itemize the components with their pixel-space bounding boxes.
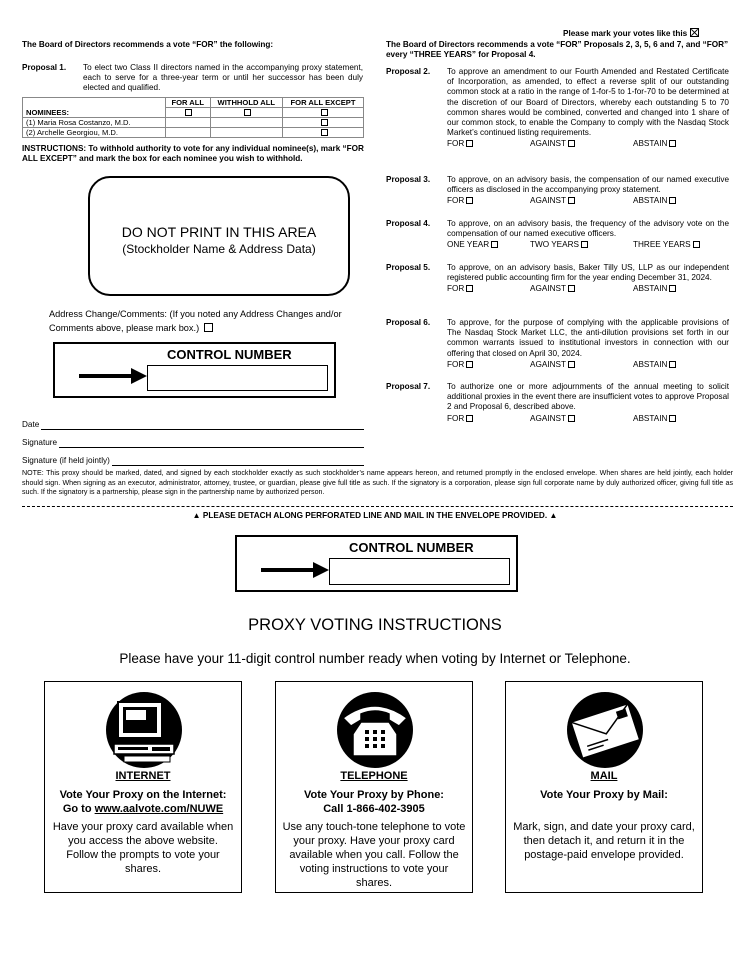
vote-checkbox[interactable]	[466, 140, 473, 147]
withhold-all-checkbox[interactable]	[244, 109, 251, 116]
proposal-text: To approve, on an advisory basis, Baker Tilly US, LLP as our independent registered public accounting firm for the year ending December 31, 2024.	[447, 263, 729, 283]
vote-checkbox[interactable]	[466, 197, 473, 204]
detach-instruction: ▲ PLEASE DETACH ALONG PERFORATED LINE AND MAIL IN THE ENVELOPE PROVIDED. ▲	[192, 511, 558, 520]
vote-checkbox[interactable]	[581, 241, 588, 248]
nominee-1: (1) Maria Rosa Costanzo, M.D.	[23, 118, 166, 128]
mail-heading: MAIL	[590, 770, 618, 782]
proposal-text: To authorize one or more adjournments of the annual meeting to solicit additional proxies in the event there are insufficient votes to approve Proposal 2 and Proposal 6, described above.	[447, 382, 729, 412]
signing-note: NOTE: This proxy should be marked, dated, and signed by each stockholder exactly as such stockholder’s name appears hereon, and returned promptly in the enclosed envelope. When shares are held jointly, each holder should sign. When signing as an executor, administrator, attorney, trustee, or guardian, please give full title as such. If the signatory is a corporation, please sign full corporate name by duly authorized officer, giving full title as such. If the signatory is a partnership, please sign in the partnership name by authorized person.	[22, 469, 733, 497]
control-number-box-bottom	[235, 535, 518, 592]
telephone-card	[275, 681, 473, 893]
vote-option[interactable]	[530, 139, 575, 149]
vote-option[interactable]	[447, 240, 498, 250]
proposal-label: Proposal 5.	[386, 263, 431, 272]
vote-option-label: ONE YEAR	[447, 240, 490, 249]
mail-subheading	[506, 788, 702, 802]
mail-sub1: Vote Your Proxy by Mail:	[540, 789, 668, 801]
arrow-right-icon	[261, 562, 331, 578]
vote-option-label: ABSTAIN	[633, 196, 668, 205]
control-number-label: CONTROL NUMBER	[167, 347, 292, 362]
vote-checkbox[interactable]	[568, 197, 575, 204]
internet-sub1: Vote Your Proxy on the Internet:	[59, 789, 227, 801]
vote-checkbox[interactable]	[568, 140, 575, 147]
col-for-all: FOR ALL	[166, 98, 211, 108]
arrow-right-icon	[79, 368, 149, 384]
for-all-checkbox[interactable]	[185, 109, 192, 116]
vote-option-label: FOR	[447, 284, 465, 293]
vote-option-label: AGAINST	[530, 196, 566, 205]
table-row	[23, 128, 364, 138]
vote-checkbox[interactable]	[491, 241, 498, 248]
vote-mark-note-text: Please mark your votes like this	[563, 29, 688, 38]
vote-checkbox[interactable]	[693, 241, 700, 248]
proposal-text: To approve, for the purpose of complying with the applicable provisions of The Nasdaq Stock Market LLC, the anti-dilution provisions set forth in our common warrants issued to institutional investors in connection with our offering that closed on April 30, 2024.	[447, 318, 729, 358]
vote-mark-note	[563, 28, 699, 39]
vote-option-label: TWO YEARS	[530, 240, 579, 249]
instructions-subtitle: Please have your 11-digit control number ready when voting by Internet or Telephone.	[119, 651, 631, 666]
vote-checkbox[interactable]	[568, 285, 575, 292]
table-row	[23, 118, 364, 128]
col-withhold-all: WITHHOLD ALL	[210, 98, 283, 108]
nominee-2: (2) Archelle Georgiou, M.D.	[23, 128, 166, 138]
nominee-header-row	[23, 98, 364, 108]
vote-option[interactable]	[447, 196, 473, 206]
vote-checkbox[interactable]	[568, 415, 575, 422]
perforated-line	[22, 506, 733, 507]
vote-checkbox[interactable]	[669, 285, 676, 292]
internet-go-to: Go to	[62, 803, 95, 815]
signature-label: Signature	[22, 438, 58, 447]
proposal-label: Proposal 3.	[386, 175, 431, 184]
address-area	[88, 176, 350, 296]
proposal-label: Proposal 6.	[386, 318, 431, 327]
vote-option[interactable]	[447, 284, 473, 294]
vote-option[interactable]	[633, 360, 676, 370]
telephone-icon	[335, 690, 415, 770]
address-change-checkbox[interactable]	[204, 323, 213, 332]
internet-subheading	[45, 788, 241, 816]
date-line	[22, 420, 364, 430]
vote-option[interactable]	[633, 139, 676, 149]
vote-option[interactable]	[530, 284, 575, 294]
vote-checkbox[interactable]	[669, 197, 676, 204]
telephone-heading: TELEPHONE	[340, 770, 408, 782]
signature-joint-field[interactable]	[112, 456, 364, 466]
vote-checkbox[interactable]	[466, 361, 473, 368]
vote-checkbox[interactable]	[669, 140, 676, 147]
internet-card	[44, 681, 242, 893]
do-not-print-text: DO NOT PRINT IN THIS AREA	[121, 224, 317, 240]
vote-option[interactable]	[633, 414, 676, 424]
vote-option[interactable]	[447, 360, 473, 370]
nominees-header: NOMINEES:	[23, 108, 166, 118]
vote-checkbox[interactable]	[669, 415, 676, 422]
vote-checkbox[interactable]	[466, 285, 473, 292]
vote-option-label: ABSTAIN	[633, 284, 668, 293]
telephone-sub1: Vote Your Proxy by Phone:	[304, 789, 444, 801]
proposal-text: To approve an amendment to our Fourth Amended and Restated Certificate of Incorporation, as amended, to effect a reverse split of our outstanding common stock at a ratio in the range of 1-for-5 to 1-for-70 to be determined at the discretion of our Board of Directors, whereby each outstanding 5 to 70 common shares would be combined, converted and changed into 1 share of our common stock, to enable the Company to comply with the Nasdaq Stock Market’s continued listing requirements.	[447, 67, 729, 138]
control-number-field-bottom[interactable]	[329, 558, 510, 585]
vote-option-label: AGAINST	[530, 139, 566, 148]
vote-option-label: FOR	[447, 139, 465, 148]
telephone-number: Call 1-866-402-3905	[323, 803, 425, 815]
vote-option-label: AGAINST	[530, 414, 566, 423]
for-all-except-checkbox[interactable]	[321, 109, 328, 116]
vote-option[interactable]	[530, 414, 575, 424]
address-change	[49, 307, 349, 335]
proposal-label: Proposal 4.	[386, 219, 431, 228]
vote-option-label: ABSTAIN	[633, 360, 668, 369]
vote-checkbox[interactable]	[466, 415, 473, 422]
vote-option[interactable]	[633, 240, 700, 250]
vote-option[interactable]	[633, 284, 676, 294]
checked-box-icon	[690, 28, 699, 37]
date-field[interactable]	[41, 420, 364, 430]
signature-joint-label: Signature (if held jointly)	[22, 456, 110, 465]
computer-icon	[104, 690, 184, 770]
vote-checkbox[interactable]	[669, 361, 676, 368]
proposal1-text: To elect two Class II directors named in the accompanying proxy statement, each to serve for a three-year term or until her successor has been duly elected and qualified.	[83, 63, 363, 93]
signature-line	[22, 438, 364, 448]
proposal-text: To approve, on an advisory basis, the frequency of the advisory vote on the compensation of our named executive officers.	[447, 219, 729, 239]
address-change-text: Address Change/Comments: (If you noted any Address Changes and/or Comments above, please mark box.)	[49, 309, 342, 333]
proposal-label: Proposal 7.	[386, 382, 431, 391]
mail-body: Mark, sign, and date your proxy card, then detach it, and return it in the postage-paid envelope provided.	[513, 821, 695, 861]
envelope-icon	[565, 690, 645, 770]
vote-option-label: FOR	[447, 196, 465, 205]
vote-option[interactable]	[530, 240, 588, 250]
board-recommends-right: The Board of Directors recommends a vote “FOR” Proposals 2, 3, 5, 6 and 7, and “FOR” every “THREE YEARS” for Proposal 4.	[386, 40, 729, 60]
vote-option[interactable]	[530, 196, 575, 206]
nominee-1-except-checkbox[interactable]	[321, 119, 328, 126]
signature-joint-line	[22, 456, 364, 466]
vote-option[interactable]	[447, 414, 473, 424]
board-recommends-left: The Board of Directors recommends a vote “FOR” the following:	[22, 40, 274, 49]
vote-option-label: AGAINST	[530, 360, 566, 369]
vote-option[interactable]	[447, 139, 473, 149]
mail-card	[505, 681, 703, 893]
nominee-2-except-checkbox[interactable]	[321, 129, 328, 136]
proposal-text: To approve, on an advisory basis, the compensation of our named executive officers as disclosed in the accompanying proxy statement.	[447, 175, 729, 195]
control-number-box-top	[53, 342, 336, 398]
vote-option-label: FOR	[447, 414, 465, 423]
telephone-subheading	[276, 788, 472, 816]
vote-option-label: AGAINST	[530, 284, 566, 293]
vote-option-label: THREE YEARS	[633, 240, 691, 249]
signature-field[interactable]	[59, 438, 364, 448]
vote-option[interactable]	[530, 360, 575, 370]
vote-option-label: ABSTAIN	[633, 414, 668, 423]
instructions-title: PROXY VOTING INSTRUCTIONS	[248, 616, 502, 634]
telephone-body: Use any touch-tone telephone to vote your proxy. Have your proxy card available when you call. Follow the voting instructions to vote your shares.	[282, 821, 466, 889]
proposal1-label: Proposal 1.	[22, 63, 67, 72]
proposal-label: Proposal 2.	[386, 67, 431, 76]
internet-heading: INTERNET	[115, 770, 171, 782]
internet-body: Have your proxy card available when you access the above website. Follow the prompts to vote your shares.	[52, 821, 234, 875]
vote-option-label: ABSTAIN	[633, 139, 668, 148]
vote-option[interactable]	[633, 196, 676, 206]
withhold-instructions: INSTRUCTIONS: To withhold authority to vote for any individual nominee(s), mark “FOR ALL EXCEPT” and mark the box for each nominee you wish to withhold.	[22, 144, 364, 164]
control-number-label-bottom: CONTROL NUMBER	[349, 540, 474, 555]
vote-option-label: FOR	[447, 360, 465, 369]
date-label: Date	[22, 420, 40, 429]
nominee-table	[22, 97, 364, 138]
stockholder-data-text: (Stockholder Name & Address Data)	[122, 242, 316, 256]
col-for-all-except: FOR ALL EXCEPT	[283, 98, 364, 108]
internet-link[interactable]: www.aalvote.com/NUWE	[94, 803, 224, 815]
vote-checkbox[interactable]	[568, 361, 575, 368]
control-number-field[interactable]	[147, 365, 328, 391]
